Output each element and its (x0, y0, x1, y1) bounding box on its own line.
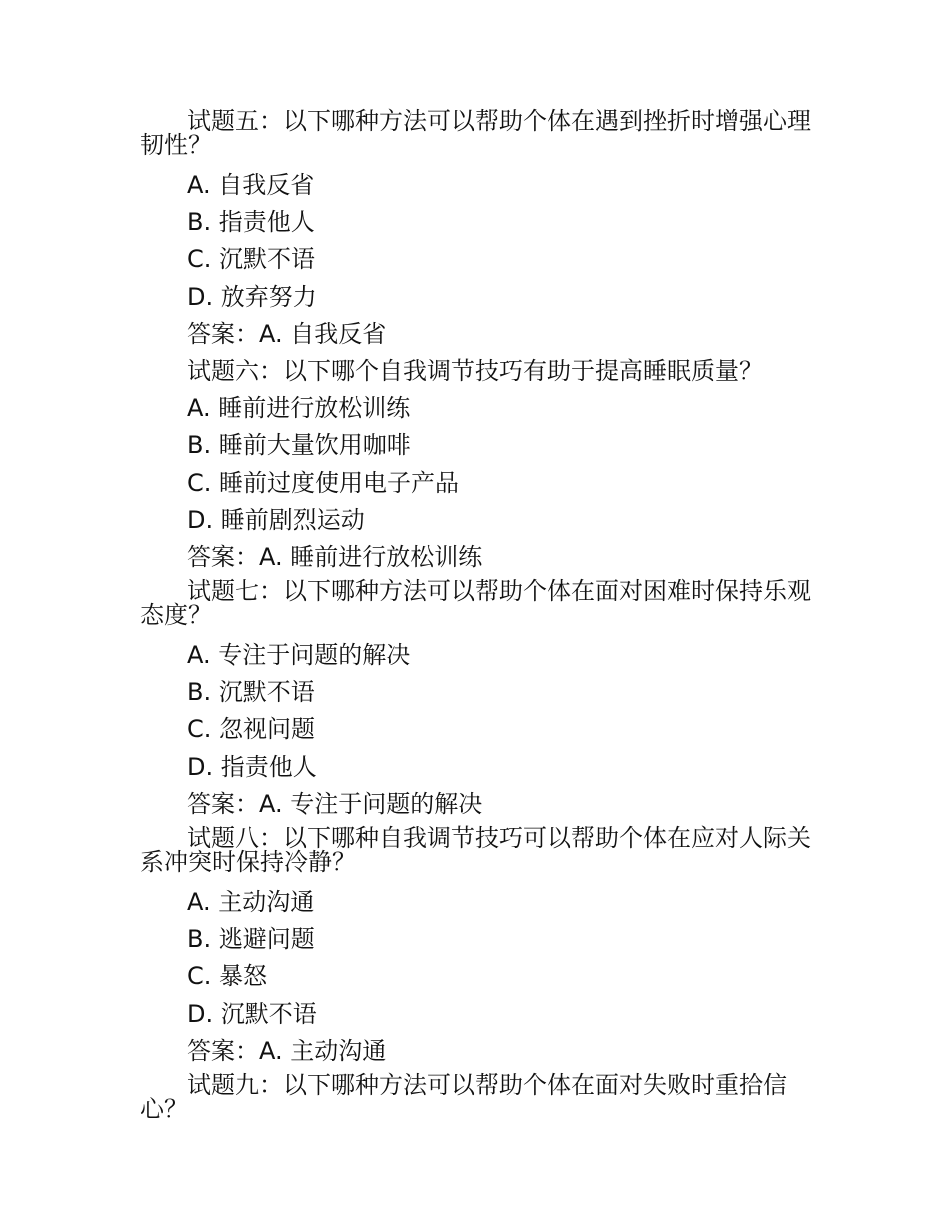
question-7-option-c: C. 忽视问题 (187, 715, 316, 744)
question-5-option-a: A. 自我反省 (187, 171, 315, 199)
question-6-option-d: D. 睡前剧烈运动 (187, 505, 365, 534)
question-5-option-c: C. 沉默不语 (187, 245, 316, 274)
question-7-option-b: B. 沉默不语 (187, 678, 315, 707)
question-6-option-c: C. 睡前过度使用电子产品 (187, 468, 460, 497)
question-8-option-b: B. 逃避问题 (187, 925, 315, 954)
question-8-answer: 答案：A. 主动沟通 (187, 1036, 387, 1065)
question-7-option-a: A. 专注于问题的解决 (187, 641, 411, 670)
question-5-answer: 答案：A. 自我反省 (187, 319, 387, 348)
question-6-option-a: A. 睡前进行放松训练 (187, 394, 411, 423)
document-body (140, 106, 820, 1131)
question-8-text: 试题八：以下哪种自我调节技巧可以帮助个体在应对人际关系冲突时保持冷静？ (140, 824, 811, 876)
question-7-answer: 答案：A. 专注于问题的解决 (187, 789, 483, 818)
question-5-text: 试题五：以下哪种方法可以帮助个体在遇到挫折时增强心理韧性？ (140, 107, 811, 159)
question-7-option-d: D. 指责他人 (187, 752, 317, 781)
question-5-option-b: B. 指责他人 (187, 208, 315, 237)
question-9-text: 试题九：以下哪种方法可以帮助个体在面对失败时重拾信心？ (140, 1070, 787, 1123)
question-6-option-b: B. 睡前大量饮用咖啡 (187, 431, 411, 460)
question-8-option-a: A. 主动沟通 (187, 888, 315, 916)
question-6-answer: 答案：A. 睡前进行放松训练 (187, 542, 483, 571)
question-7-text: 试题七：以下哪种方法可以帮助个体在面对困难时保持乐观态度？ (140, 577, 811, 630)
question-6-text: 试题六：以下哪个自我调节技巧有助于提高睡眠质量？ (187, 356, 763, 385)
question-8-option-c: C. 暴怒 (187, 962, 268, 991)
question-5-option-d: D. 放弃努力 (187, 282, 317, 311)
question-8-option-d: D. 沉默不语 (187, 999, 317, 1028)
